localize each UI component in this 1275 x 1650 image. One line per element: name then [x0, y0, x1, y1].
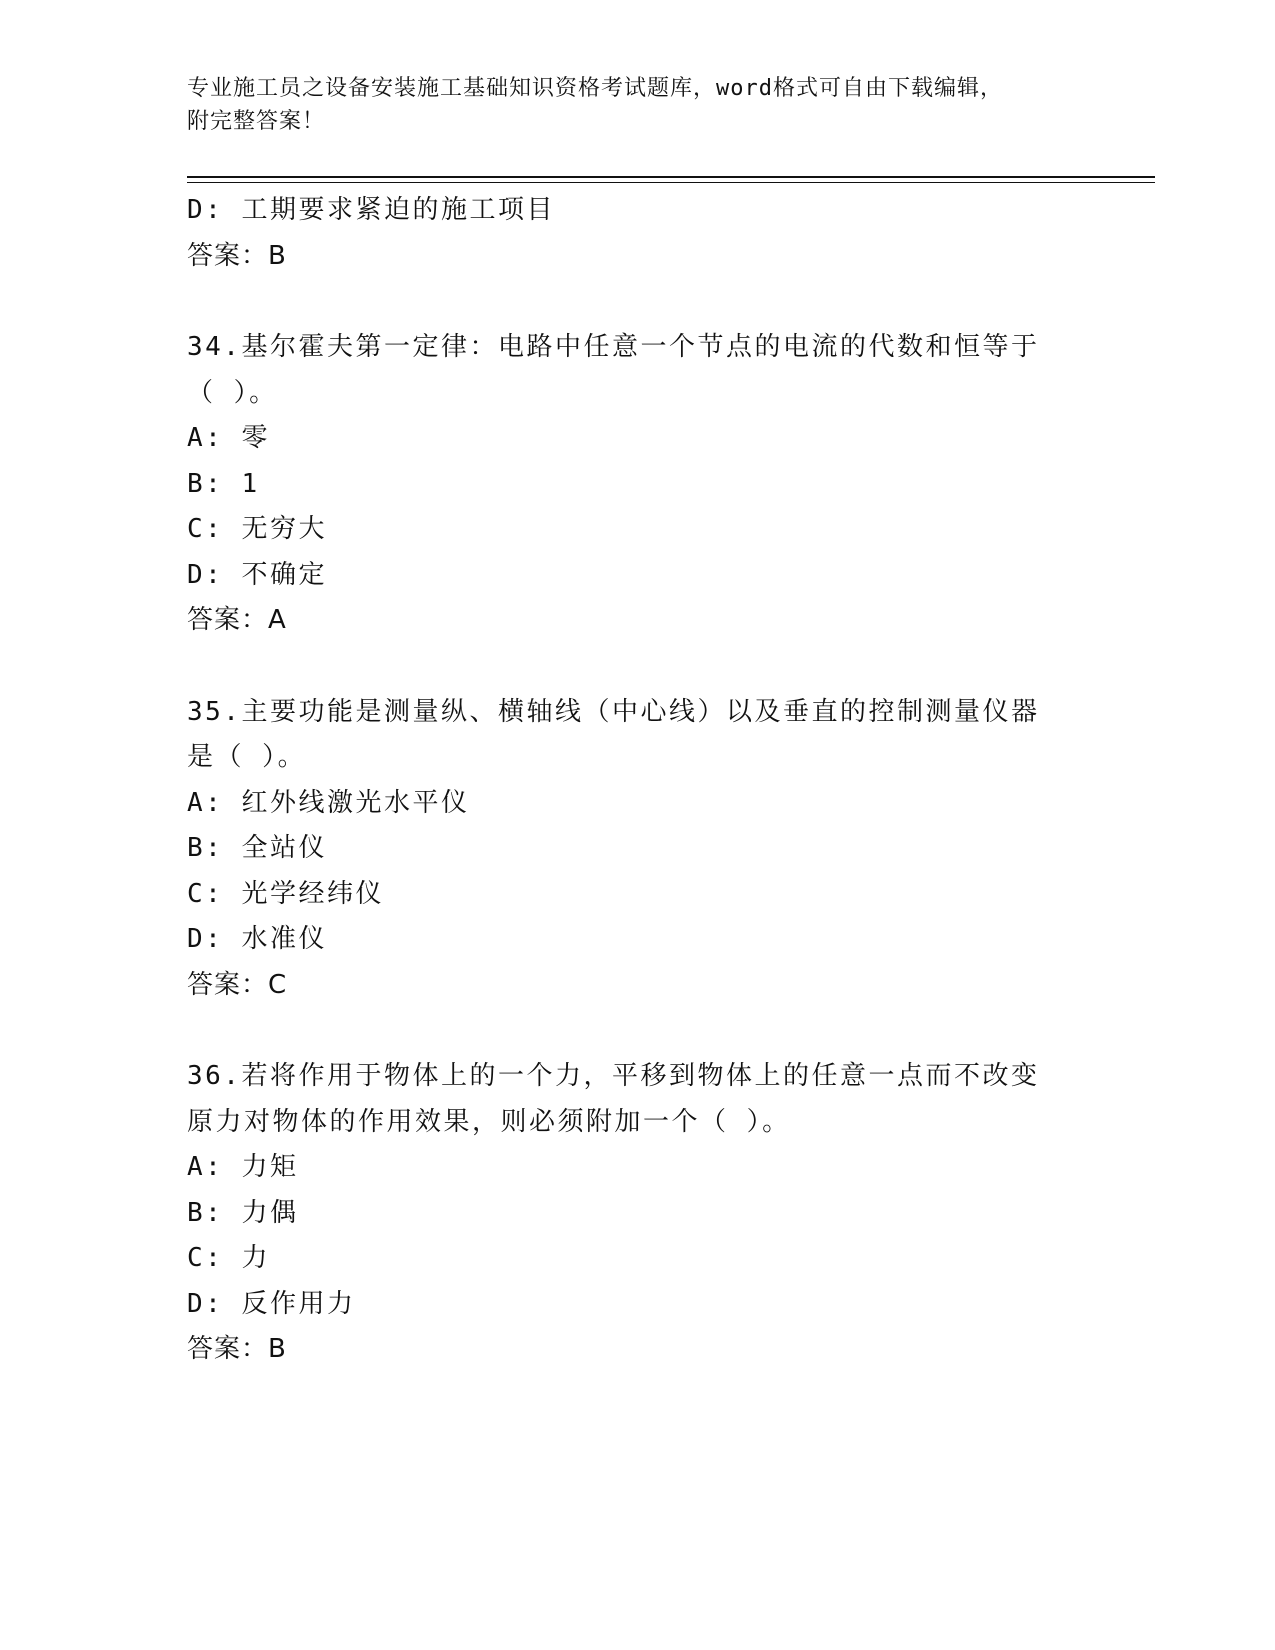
option-c: C: 光学经纬仪 — [187, 878, 384, 909]
question-36 — [187, 1054, 1087, 1373]
option-a: A: 红外线激光水平仪 — [187, 787, 470, 818]
document-header — [187, 72, 1087, 138]
previous-question-tail — [187, 188, 1087, 279]
answer-line: 答案：B — [187, 240, 287, 271]
question-text: 36.若将作用于物体上的一个力，平移到物体上的任意一点而不改变原力对物体的作用效果，则必须附加一个（ ）。 — [187, 1061, 1040, 1137]
option-c: C: 无穷大 — [187, 514, 327, 544]
header-line-1: 专业施工员之设备安装施工基础知识资格考试题库，word格式可自由下载编辑， — [187, 76, 1003, 101]
option-d: D: 不确定 — [187, 559, 327, 590]
question-35 — [187, 690, 1087, 1009]
option-d: D: 反作用力 — [187, 1288, 356, 1319]
question-34 — [187, 325, 1087, 644]
option-a: A: 力矩 — [187, 1152, 299, 1182]
option-d: D: 工期要求紧迫的施工项目 — [187, 195, 555, 225]
option-b: B: 1 — [187, 468, 260, 499]
answer-line: 答案：C — [187, 969, 288, 1000]
header-divider-thin — [187, 182, 1155, 183]
answer-line: 答案：B — [187, 1334, 287, 1364]
option-b: B: 全站仪 — [187, 833, 327, 863]
question-text: 35.主要功能是测量纵、横轴线（中心线）以及垂直的控制测量仪器是（ ）。 — [187, 696, 1040, 772]
option-c: C: 力 — [187, 1243, 270, 1273]
question-text: 34.基尔霍夫第一定律：电路中任意一个节点的电流的代数和恒等于（ ）。 — [187, 332, 1040, 408]
option-d: D: 水准仪 — [187, 924, 327, 954]
document-body — [187, 188, 1087, 1373]
header-divider-thick — [187, 176, 1155, 178]
option-a: A: 零 — [187, 423, 270, 453]
header-line-2: 附完整答案！ — [187, 109, 326, 134]
answer-line: 答案：A — [187, 605, 287, 635]
option-b: B: 力偶 — [187, 1197, 299, 1228]
